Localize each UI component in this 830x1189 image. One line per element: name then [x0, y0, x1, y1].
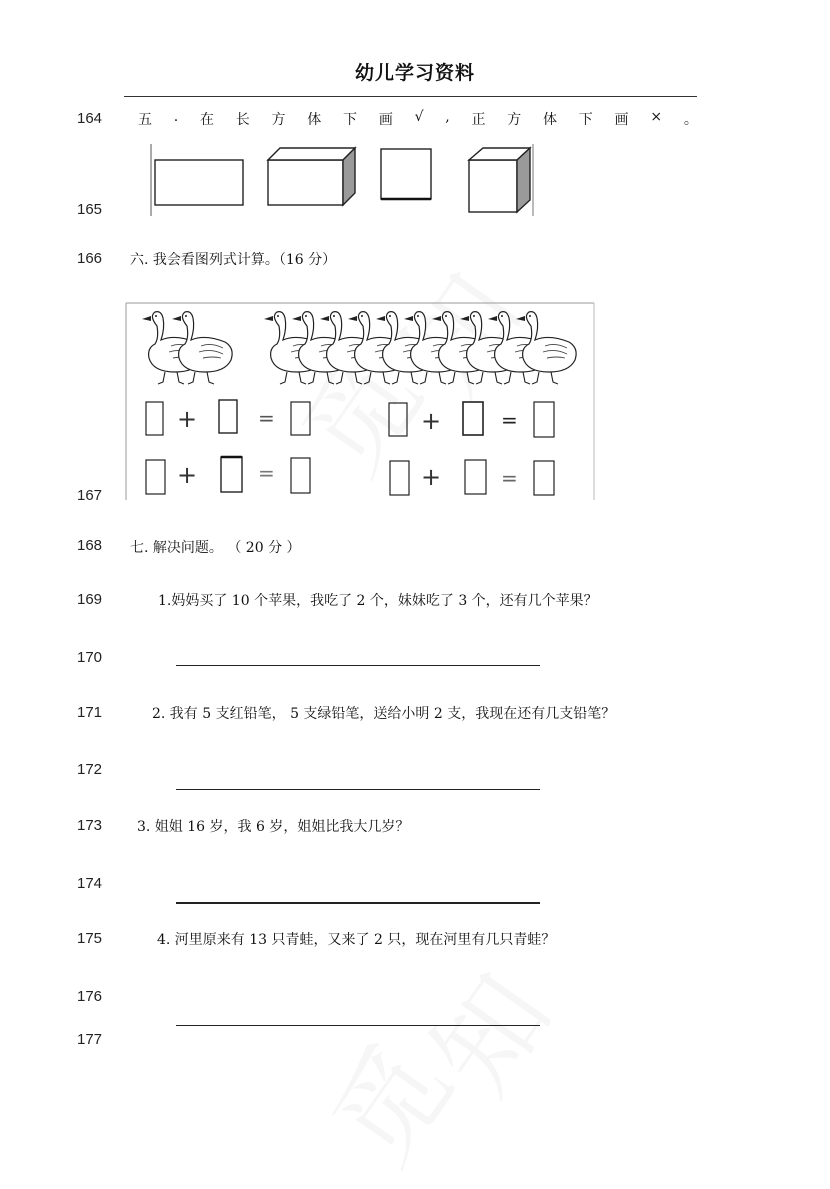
- section5-instruction: [138, 109, 698, 129]
- plus-sign: +: [421, 463, 442, 491]
- section6-title: 六. 我会看图列式计算。（16 分）: [130, 252, 337, 268]
- line-number: 177: [77, 1031, 103, 1048]
- instruction-char: 方: [507, 112, 522, 128]
- line-number: 173: [77, 817, 103, 834]
- square-shape: [381, 149, 431, 199]
- line-number: 175: [77, 930, 103, 947]
- question-2: 2. 我有 5 支红铅笔， 5 支绿铅笔，送给小明 2 支，我现在还有几支铅笔？: [152, 706, 616, 722]
- line-number: 174: [77, 875, 103, 892]
- equals-sign: =: [501, 408, 518, 432]
- line-number: 166: [77, 250, 103, 267]
- instruction-char: 正: [471, 112, 486, 128]
- line-number: 168: [77, 537, 103, 554]
- instruction-char: 下: [343, 112, 358, 128]
- answer-line-4[interactable]: [176, 1025, 540, 1026]
- equals-sign: =: [258, 406, 275, 430]
- plus-sign: +: [421, 407, 442, 435]
- answer-line-3[interactable]: [176, 902, 540, 904]
- goose-icon: [516, 312, 576, 384]
- page-title: 幼儿学习资料: [354, 62, 475, 84]
- goose-icon: [172, 312, 232, 384]
- instruction-char: 画: [614, 112, 629, 128]
- line-number: 167: [77, 487, 103, 504]
- instruction-char: 体: [307, 112, 322, 128]
- goose-picture: [125, 302, 595, 500]
- watermark: [289, 1009, 482, 1189]
- instruction-char: √: [414, 109, 424, 125]
- answer-box: [465, 460, 486, 494]
- cube-shape: [469, 148, 530, 212]
- watermark: [389, 939, 582, 1120]
- equation-row-1: [146, 400, 554, 437]
- instruction-char: 在: [199, 112, 214, 128]
- instruction-char: 画: [378, 112, 393, 128]
- answer-line-2[interactable]: [176, 789, 540, 790]
- answer-box: [390, 461, 409, 495]
- instruction-char: 下: [578, 112, 593, 128]
- instruction-char: 五: [138, 112, 152, 128]
- line-number: 172: [77, 761, 103, 778]
- line-number: 164: [77, 110, 103, 127]
- header-divider: [124, 96, 697, 97]
- line-number: 171: [77, 704, 103, 721]
- answer-box: [291, 402, 310, 435]
- answer-box: [221, 457, 242, 492]
- question-1: 1.妈妈买了 10 个苹果，我吃了 2 个，妹妹吃了 3 个，还有几个苹果？: [158, 593, 598, 609]
- line-number: 176: [77, 988, 103, 1005]
- answer-box: [389, 403, 407, 436]
- answer-box: [291, 458, 310, 493]
- answer-box: [463, 402, 483, 435]
- instruction-char: ×: [650, 109, 663, 125]
- equation-row-2: [146, 457, 554, 495]
- line-number: 169: [77, 591, 103, 608]
- equals-sign: =: [258, 461, 275, 485]
- answer-box: [219, 400, 237, 433]
- instruction-char: .: [173, 109, 179, 125]
- rectangle-shape: [155, 160, 243, 205]
- cuboid-shape: [268, 148, 355, 205]
- answer-box: [534, 402, 554, 437]
- question-4: 4. 河里原来有 13 只青蛙，又来了 2 只，现在河里有几只青蛙？: [157, 932, 556, 948]
- question-3: 3. 姐姐 16 岁，我 6 岁，姐姐比我大几岁？: [137, 819, 410, 835]
- answer-line-1[interactable]: [176, 665, 540, 666]
- instruction-char: 。: [683, 112, 698, 128]
- plus-sign: +: [177, 405, 198, 433]
- instruction-char: 长: [235, 112, 250, 128]
- line-number: 165: [77, 201, 103, 218]
- line-number: 170: [77, 649, 103, 666]
- section7-title: 七. 解决问题。 （ 20 分 ）: [130, 540, 301, 556]
- section5-shapes: [148, 140, 548, 220]
- equals-sign: =: [501, 466, 518, 490]
- answer-box: [534, 461, 554, 495]
- plus-sign: +: [177, 461, 198, 489]
- answer-box: [146, 402, 163, 435]
- instruction-char: ,: [445, 109, 450, 125]
- answer-box: [146, 460, 165, 494]
- instruction-char: 方: [271, 112, 286, 128]
- instruction-char: 体: [543, 112, 558, 128]
